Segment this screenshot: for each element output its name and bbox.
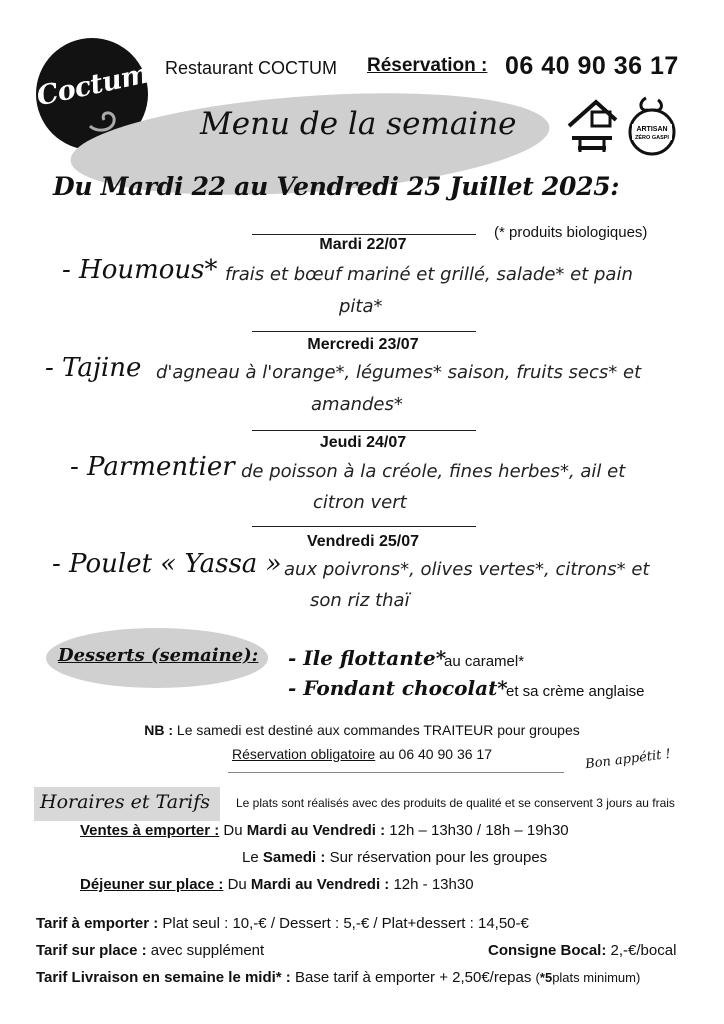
samedi-day: Samedi :: [262, 849, 326, 866]
day-label: Mardi 22/07: [319, 236, 407, 253]
dish-description: aux poivrons*, olives vertes*, citrons* et: [284, 559, 650, 580]
livraison-note: (*5plats minimum): [535, 970, 641, 985]
consigne-text: 2,-€/bocal: [610, 942, 677, 959]
consigne-bocal: [488, 942, 676, 959]
tarif-emporter-text: Plat seul : 10,-€ / Dessert : 5,-€ / Plat+dessert : 14,50-€: [162, 915, 529, 932]
date-range: Du Mardi 22 au Vendredi 25 Juillet 2025:: [53, 172, 620, 201]
house-and-artisan-icons: [566, 94, 686, 164]
dejeuner-label: Déjeuner sur place :: [80, 876, 224, 893]
day-label: Vendredi 25/07: [306, 533, 420, 550]
tarif-livraison-label: Tarif Livraison en semaine le midi* :: [36, 969, 291, 986]
day-label: Mercredi 23/07: [307, 336, 419, 353]
dish-description: d'agneau à l'orange*, légumes* saison, fruits secs* et: [156, 362, 642, 383]
dish-description: frais et bœuf mariné et grillé, salade* et pain: [225, 264, 633, 285]
separator: [252, 331, 476, 332]
reservation-phone: 06 40 90 36 17: [505, 52, 679, 80]
dish-description-cont: amandes*: [311, 394, 403, 415]
dish-name: - Tajine: [45, 353, 142, 383]
tarif-place-label: Tarif sur place :: [36, 942, 147, 959]
nb-text: Le samedi est destiné aux commandes TRAITEUR pour groupes: [176, 722, 580, 738]
tarif-emporter-label: Tarif à emporter :: [36, 915, 159, 932]
dejeuner-days: Mardi au Vendredi :: [250, 876, 390, 893]
dish-name: - Houmous*: [62, 255, 218, 285]
samedi-row: [242, 849, 547, 866]
dessert-description: et sa crème anglaise: [506, 683, 645, 700]
bon-appetit: Bon appétit !: [584, 746, 672, 773]
nb-label: NB :: [144, 722, 174, 738]
separator: [252, 526, 476, 527]
ventes-hours: 12h – 13h30 / 18h – 19h30: [389, 822, 569, 839]
bio-note: (* produits biologiques): [494, 224, 648, 241]
reservation-required: Réservation obligatoire: [232, 746, 376, 762]
tarif-place-text: avec supplément: [150, 942, 265, 959]
quality-note: Le plats sont réalisés avec des produits de qualité et se conservent 3 jours au frais: [236, 796, 675, 810]
reservation-phone-note: au 06 40 90 36 17: [379, 746, 492, 762]
separator: [252, 234, 476, 235]
separator: [252, 430, 476, 431]
separator: [228, 772, 564, 773]
samedi-text: Sur réservation pour les groupes: [329, 849, 548, 866]
logo-text: Coctum: [34, 58, 152, 113]
dish-name: - Poulet « Yassa »: [52, 549, 282, 579]
horaires-label: Horaires et Tarifs: [40, 791, 210, 813]
nb-note: [0, 722, 724, 738]
dessert-name: - Ile flottante*: [288, 646, 447, 670]
restaurant-name: Restaurant COCTUM: [165, 58, 338, 78]
svg-text:ARTISAN: ARTISAN: [636, 126, 668, 133]
day-label: Jeudi 24/07: [319, 434, 407, 451]
menu-title: Menu de la semaine: [200, 106, 517, 142]
dish-description-cont: pita*: [339, 296, 383, 317]
desserts-label: Desserts (semaine):: [58, 645, 259, 666]
dish-name: - Parmentier: [70, 452, 235, 482]
tarif-livraison-text: Base tarif à emporter + 2,50€/repas: [294, 969, 532, 986]
tarif-place: [36, 942, 264, 959]
samedi-pre: Le: [242, 849, 259, 866]
dejeuner-row: [80, 876, 474, 893]
dejeuner-pre: Du: [227, 876, 247, 893]
dessert-description: au caramel*: [444, 653, 525, 670]
ventes-pre: Du: [223, 822, 243, 839]
consigne-label: Consigne Bocal:: [488, 942, 607, 959]
zero-gaspi-icon: [630, 98, 674, 154]
dish-description: de poisson à la créole, fines herbes*, ail et: [241, 461, 626, 482]
ventes-label: Ventes à emporter :: [80, 822, 220, 839]
reservation-label: Réservation :: [367, 55, 488, 76]
ventes-days: Mardi au Vendredi :: [246, 822, 386, 839]
dessert-name: - Fondant chocolat*: [288, 676, 508, 700]
dish-description-cont: son riz thaï: [310, 590, 410, 611]
ventes-row: [80, 822, 569, 839]
svg-text:ZÉRO GASPI: ZÉRO GASPI: [635, 135, 669, 141]
dish-description-cont: citron vert: [313, 492, 407, 513]
dejeuner-hours: 12h - 13h30: [393, 876, 474, 893]
house-icon: [569, 102, 616, 152]
tarif-emporter: [36, 915, 529, 932]
tarif-livraison: [36, 969, 640, 986]
